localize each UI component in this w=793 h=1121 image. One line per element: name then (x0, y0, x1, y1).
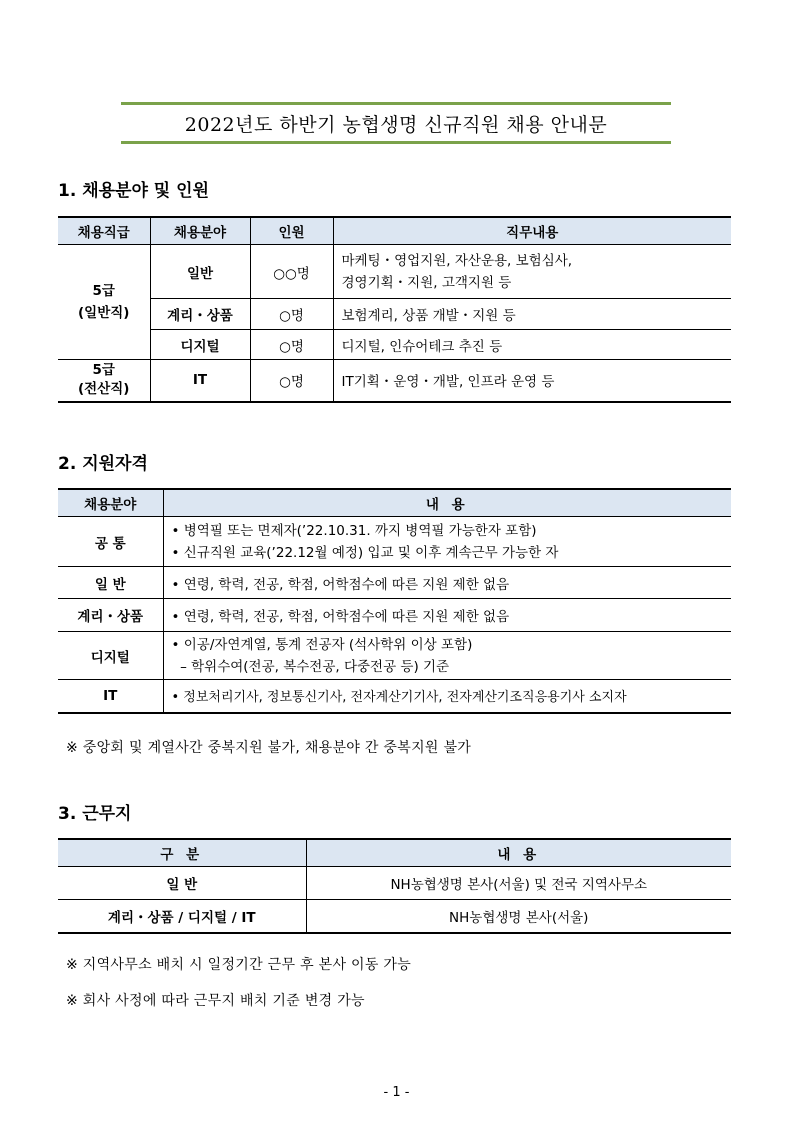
content-line: – 학위수여(전공, 복수전공, 다중전공 등) 기준 (171, 658, 450, 675)
note-regional-office: ※ 지역사무소 배치 시 일정기간 근무 후 본사 이동 가능 (66, 957, 412, 973)
grade-line: (일반직) (78, 305, 130, 321)
table-row (58, 867, 731, 900)
table-row (58, 517, 731, 567)
table-row (58, 299, 731, 330)
page-number: - 1 - (383, 1085, 410, 1100)
content-cell (163, 632, 731, 680)
table-row (58, 330, 731, 360)
field-cell: 계리・상품 / 디지털 / IT (58, 900, 306, 933)
table-row (58, 599, 731, 632)
header-cell: 직무내용 (333, 217, 731, 245)
duty-cell (333, 245, 731, 299)
grade-line: (전산직) (78, 381, 130, 398)
document-title (121, 102, 671, 144)
header-cell: 채용분야 (58, 489, 163, 517)
header-cell: 내 용 (163, 489, 731, 517)
content-cell: • 정보처리기사, 정보통신기사, 전자계산기기사, 전자계산기조직응용기사 소지자 (163, 680, 731, 713)
table-row (58, 567, 731, 599)
field-cell: IT (150, 360, 250, 402)
table-row (58, 245, 731, 299)
table-row (58, 680, 731, 713)
section-1-heading: 1. 채용분야 및 인원 (58, 181, 209, 201)
table-row (58, 360, 731, 402)
document-title-text: 2022년도 하반기 농협생명 신규직원 채용 안내문 (184, 113, 608, 136)
place-cell: NH농협생명 본사(서울) 및 전국 지역사무소 (306, 867, 731, 900)
qualification-table (58, 488, 731, 714)
field-cell: 디지털 (150, 330, 250, 360)
header-cell: 채용분야 (150, 217, 250, 245)
count-cell: ○명 (250, 299, 333, 330)
section-3-heading: 3. 근무지 (58, 804, 132, 824)
grade-cell (58, 360, 150, 402)
field-cell: 계리・상품 (150, 299, 250, 330)
count-cell: ○명 (250, 360, 333, 402)
grade-line: 5급 (92, 362, 115, 379)
content-line: • 신규직원 교육(’22.12월 예정) 입교 및 이후 계속근무 가능한 자 (171, 544, 559, 561)
field-cell: 일반 (150, 245, 250, 299)
field-cell: 일 반 (58, 867, 306, 900)
content-cell: • 연령, 학력, 전공, 학점, 어학점수에 따른 지원 제한 없음 (163, 599, 731, 632)
section-2-heading: 2. 지원자격 (58, 454, 148, 474)
table-row (58, 900, 731, 933)
table-header-row (58, 217, 731, 245)
field-cell: 일 반 (58, 567, 163, 599)
duty-cell: IT기획・운영・개발, 인프라 운영 등 (333, 360, 731, 402)
place-cell: NH농협생명 본사(서울) (306, 900, 731, 933)
header-cell: 구 분 (58, 839, 306, 867)
count-cell: ○○명 (250, 245, 333, 299)
count-cell: ○명 (250, 330, 333, 360)
grade-line: 5급 (92, 283, 115, 299)
table-header-row (58, 489, 731, 517)
header-cell: 인원 (250, 217, 333, 245)
duty-line: 마케팅・영업지원, 자산운용, 보험심사, (341, 252, 573, 269)
table-header-row (58, 839, 731, 867)
content-line: • 병역필 또는 면제자(’22.10.31. 까지 병역필 가능한자 포함) (171, 522, 537, 539)
table-row (58, 632, 731, 680)
header-cell: 채용직급 (58, 217, 150, 245)
note-duplicate-application: ※ 중앙회 및 계열사간 중복지원 불가, 채용분야 간 중복지원 불가 (66, 740, 472, 756)
workplace-table (58, 838, 731, 934)
duty-cell: 보험계리, 상품 개발・지원 등 (333, 299, 731, 330)
field-cell: 계리・상품 (58, 599, 163, 632)
recruitment-table (58, 216, 731, 403)
duty-line: 경영기획・지원, 고객지원 등 (341, 274, 512, 291)
content-cell (163, 517, 731, 567)
field-cell: IT (58, 680, 163, 713)
note-placement-change: ※ 회사 사정에 따라 근무지 배치 기준 변경 가능 (66, 993, 365, 1009)
content-cell: • 연령, 학력, 전공, 학점, 어학점수에 따른 지원 제한 없음 (163, 567, 731, 599)
field-cell: 공 통 (58, 517, 163, 567)
duty-cell: 디지털, 인슈어테크 추진 등 (333, 330, 731, 360)
field-cell: 디지털 (58, 632, 163, 680)
header-cell: 내 용 (306, 839, 731, 867)
grade-cell (58, 245, 150, 360)
content-line: • 이공/자연계열, 통계 전공자 (석사학위 이상 포함) (171, 636, 473, 653)
